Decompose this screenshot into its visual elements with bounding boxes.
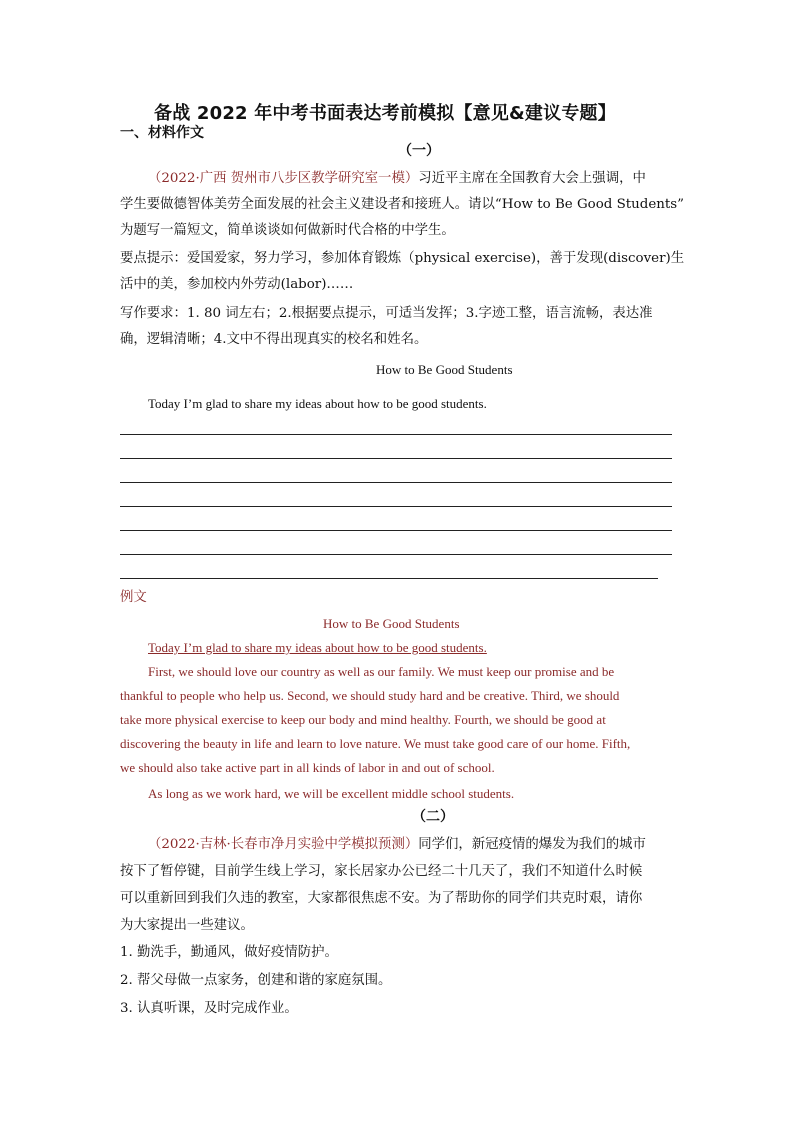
part1-intro-line3: 为题写一篇短文，简单谈谈如何做新时代合格的中学生。 [120,223,455,238]
document-title: 备战 2022 年中考书面表达考前模拟【意见&建议专题】 [154,103,616,124]
example-line: First, we should love our country as well as our family. We must keep our promise and be [148,664,615,679]
section-heading: 一、材料作文 [120,125,204,141]
part2-number: （二） [412,809,454,825]
example-line: we should also take active part in all kinds of labor in and out of school. [120,760,495,775]
part1-intro-rest: 习近平主席在全国教育大会上强调，中 [418,171,646,186]
part1-points-line1: 要点提示：爱国爱家，努力学习，参加体育锻炼（physical exercise)，善于发现(discover)生 [120,251,685,266]
writing-line [120,434,672,435]
essay-title: How to Be Good Students [376,362,513,377]
part2-intro-line3: 可以重新回到我们久违的教室，大家都很焦虑不安。为了帮助你的同学们共克时艰，请你 [120,891,643,906]
part2-item: 2. 帮父母做一点家务，创建和谐的家庭氛围。 [120,973,392,988]
part1-req-line1: 写作要求：1. 80 词左右；2.根据要点提示，可适当发挥；3.字迹工整，语言流畅，表达准 [120,306,653,321]
part1-number: （一） [398,143,440,159]
writing-line [120,554,672,555]
part2-intro-rest: 同学们，新冠疫情的爆发为我们的城市 [418,837,646,852]
writing-line [120,578,658,579]
part1-intro-line1 [148,170,646,188]
part2-intro-line2: 按下了暂停键，目前学生线上学习，家长居家办公已经二十几天了，我们不知道什么时候 [120,864,643,879]
example-closing: As long as we work hard, we will be excellent middle school students. [148,786,515,801]
example-opening: Today I’m glad to share my ideas about how to be good students. [148,640,487,655]
example-line: take more physical exercise to keep our body and mind healthy. Fourth, we should be good at [120,712,606,727]
example-line: discovering the beauty in life and learn to love nature. We must take good care of our home. Fifth, [120,736,631,751]
writing-line [120,530,672,531]
part2-intro-line4: 为大家提出一些建议。 [120,918,254,933]
example-label: 例文 [120,590,147,605]
part2-source: （2022·吉林·长春市净月实验中学模拟预测） [148,837,419,852]
writing-line [120,458,672,459]
example-line: thankful to people who help us. Second, we should study hard and be creative. Third, we should [120,688,620,703]
part2-item: 1. 勤洗手，勤通风，做好疫情防护。 [120,945,338,960]
example-title: How to Be Good Students [323,616,460,631]
part2-item: 3. 认真听课，及时完成作业。 [120,1001,298,1016]
writing-line [120,506,672,507]
part1-req-line2: 确，逻辑清晰；4.文中不得出现真实的校名和姓名。 [120,332,428,347]
writing-line [120,482,672,483]
part1-source: （2022·广西 贺州市八步区教学研究室一模） [148,171,419,186]
essay-opening: Today I’m glad to share my ideas about how to be good students. [148,396,487,411]
part1-intro-line2: 学生要做德智体美劳全面发展的社会主义建设者和接班人。请以“How to Be Good Students” [120,197,685,212]
part2-intro-line1 [148,836,646,854]
part1-points-line2: 活中的美，参加校内外劳动(labor)…… [120,277,354,292]
